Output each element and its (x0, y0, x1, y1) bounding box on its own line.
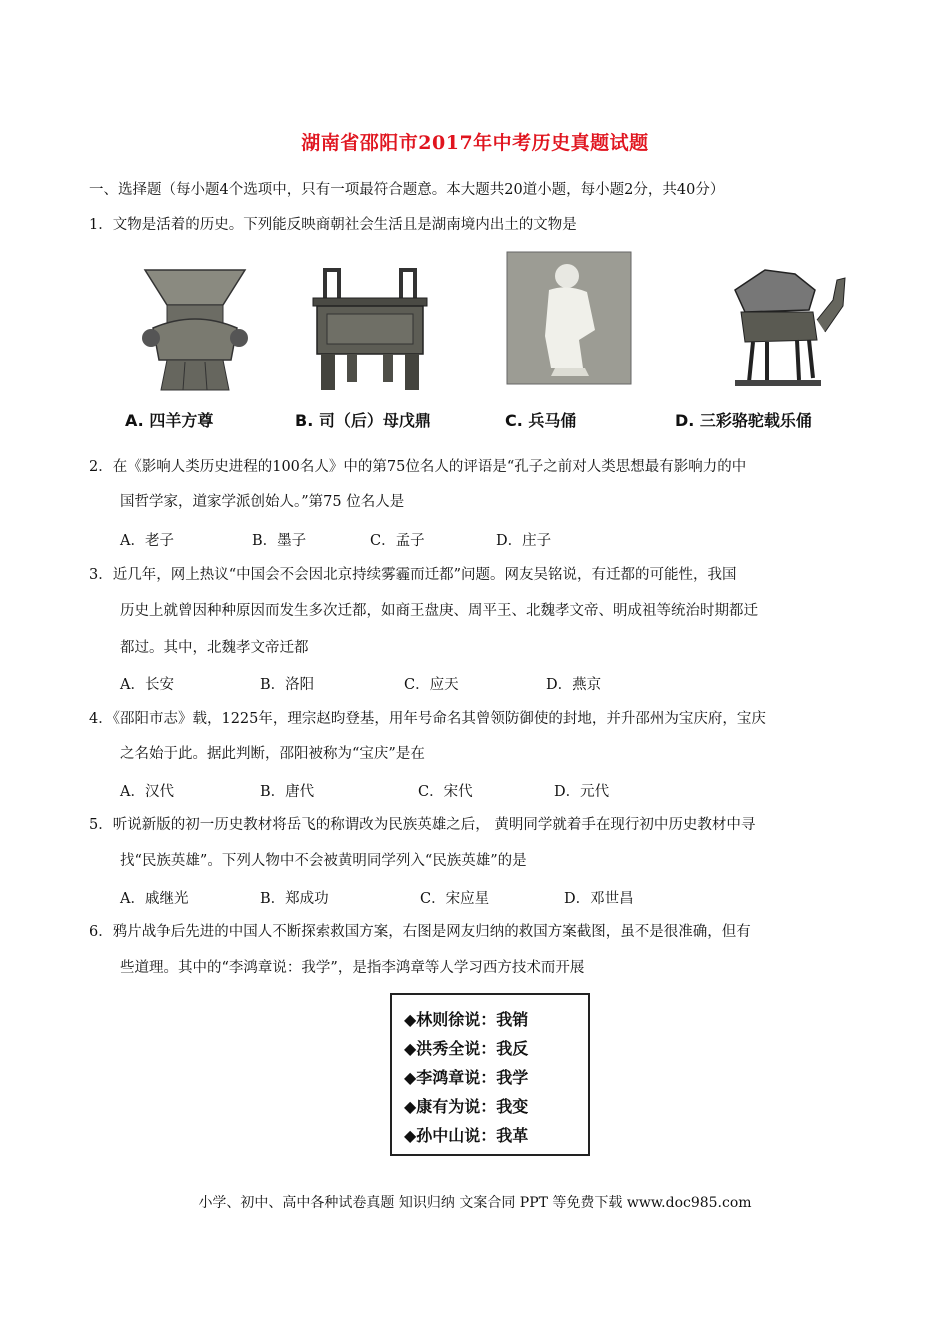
figure-b-caption: B. 司（后）母戊鼎 (295, 411, 431, 430)
question-1-text: 1．文物是活着的历史。下列能反映商朝社会生活且是湖南境内出土的文物是 (89, 217, 577, 233)
box-row-4: ◆康有为说：我变 (404, 1097, 529, 1116)
question-2-line-1: 2．在《影响人类历史进程的100名人》中的第75位名人的评语是“孔子之前对人类思想最有影响力的中 (89, 459, 747, 475)
question-1-figures (125, 250, 865, 440)
option-c: C．孟子 (370, 533, 425, 549)
option-c: C．宋代 (418, 784, 473, 800)
question-4-line-1: 4．《邵阳市志》载，1225年，理宗赵昀登基，用年号命名其曾领防御使的封地，并升邵州为宝庆府，宝庆 (89, 711, 766, 727)
figure-c (505, 250, 635, 440)
rescue-plan-box (390, 993, 590, 1156)
tricolor-camel-icon (705, 250, 855, 400)
square-zun-vessel-icon (125, 250, 265, 400)
question-5-line-1: 5．听说新版的初一历史教材将岳飞的称谓改为民族英雄之后， 黄明同学就着手在现行初中历史教材中寻 (89, 817, 756, 833)
option-b: B．洛阳 (260, 677, 315, 693)
option-c: C．应天 (404, 677, 459, 693)
question-6-line-1: 6．鸦片战争后先进的中国人不断探索救国方案，右图是网友归纳的救国方案截图，虽不是很准确，但有 (89, 924, 751, 940)
question-3-line-1: 3．近几年，网上热议“中国会不会因北京持续雾霾而迁都”问题。网友吴铭说，有迁都的可能性，我国 (89, 567, 737, 583)
option-d: D．庄子 (496, 533, 552, 549)
section-heading: 一、选择题（每小题4个选项中，只有一项最符合题意。本大题共20道小题，每小题2分，共40分） (89, 182, 725, 198)
option-a: A．戚继光 (120, 891, 189, 907)
option-b: B．唐代 (260, 784, 315, 800)
question-3-line-3: 都过。其中，北魏孝文帝迁都 (120, 640, 309, 656)
question-5-line-2: 找“民族英雄”。下列人物中不会被黄明同学列入“民族英雄”的是 (120, 853, 527, 869)
question-2-line-2: 国哲学家，道家学派创始人。”第75 位名人是 (120, 494, 405, 510)
figure-a (125, 250, 265, 440)
box-row-5: ◆孙中山说：我革 (404, 1126, 529, 1145)
option-d: D．燕京 (546, 677, 602, 693)
box-row-1: ◆林则徐说：我销 (404, 1010, 529, 1029)
figure-c-caption: C. 兵马俑 (505, 411, 577, 430)
figure-b (295, 250, 445, 440)
option-a: A．老子 (120, 533, 174, 549)
option-b: B．郑成功 (260, 891, 329, 907)
option-a: A．汉代 (120, 784, 174, 800)
figure-d-caption: D. 三彩骆驼载乐俑 (675, 411, 812, 430)
page-title: 湖南省邵阳市2017年中考历史真题试题 (301, 132, 649, 154)
option-d: D．元代 (554, 784, 610, 800)
footer-text: 小学、初中、高中各种试卷真题 知识归纳 文案合同 PPT 等免费下载 www.doc985.com (198, 1195, 752, 1211)
figure-d (675, 250, 865, 440)
box-row-3: ◆李鸿章说：我学 (404, 1068, 529, 1087)
option-b: B．墨子 (252, 533, 307, 549)
option-a: A．长安 (120, 677, 174, 693)
question-4-line-2: 之名始于此。据此判断，邵阳被称为“宝庆”是在 (120, 746, 425, 762)
option-d: D．邓世昌 (564, 891, 634, 907)
question-3-line-2: 历史上就曾因种种原因而发生多次迁都，如商王盘庚、周平王、北魏孝文帝、明成祖等统治时期都迁 (120, 603, 758, 619)
terracotta-warrior-icon (505, 250, 635, 390)
figure-a-caption: A. 四羊方尊 (125, 411, 214, 430)
box-row-2: ◆洪秀全说：我反 (404, 1039, 529, 1058)
ding-cauldron-icon (295, 250, 445, 400)
question-6-line-2: 些道理。其中的“李鸿章说：我学”，是指李鸿章等人学习西方技术而开展 (120, 960, 585, 976)
option-c: C．宋应星 (420, 891, 490, 907)
